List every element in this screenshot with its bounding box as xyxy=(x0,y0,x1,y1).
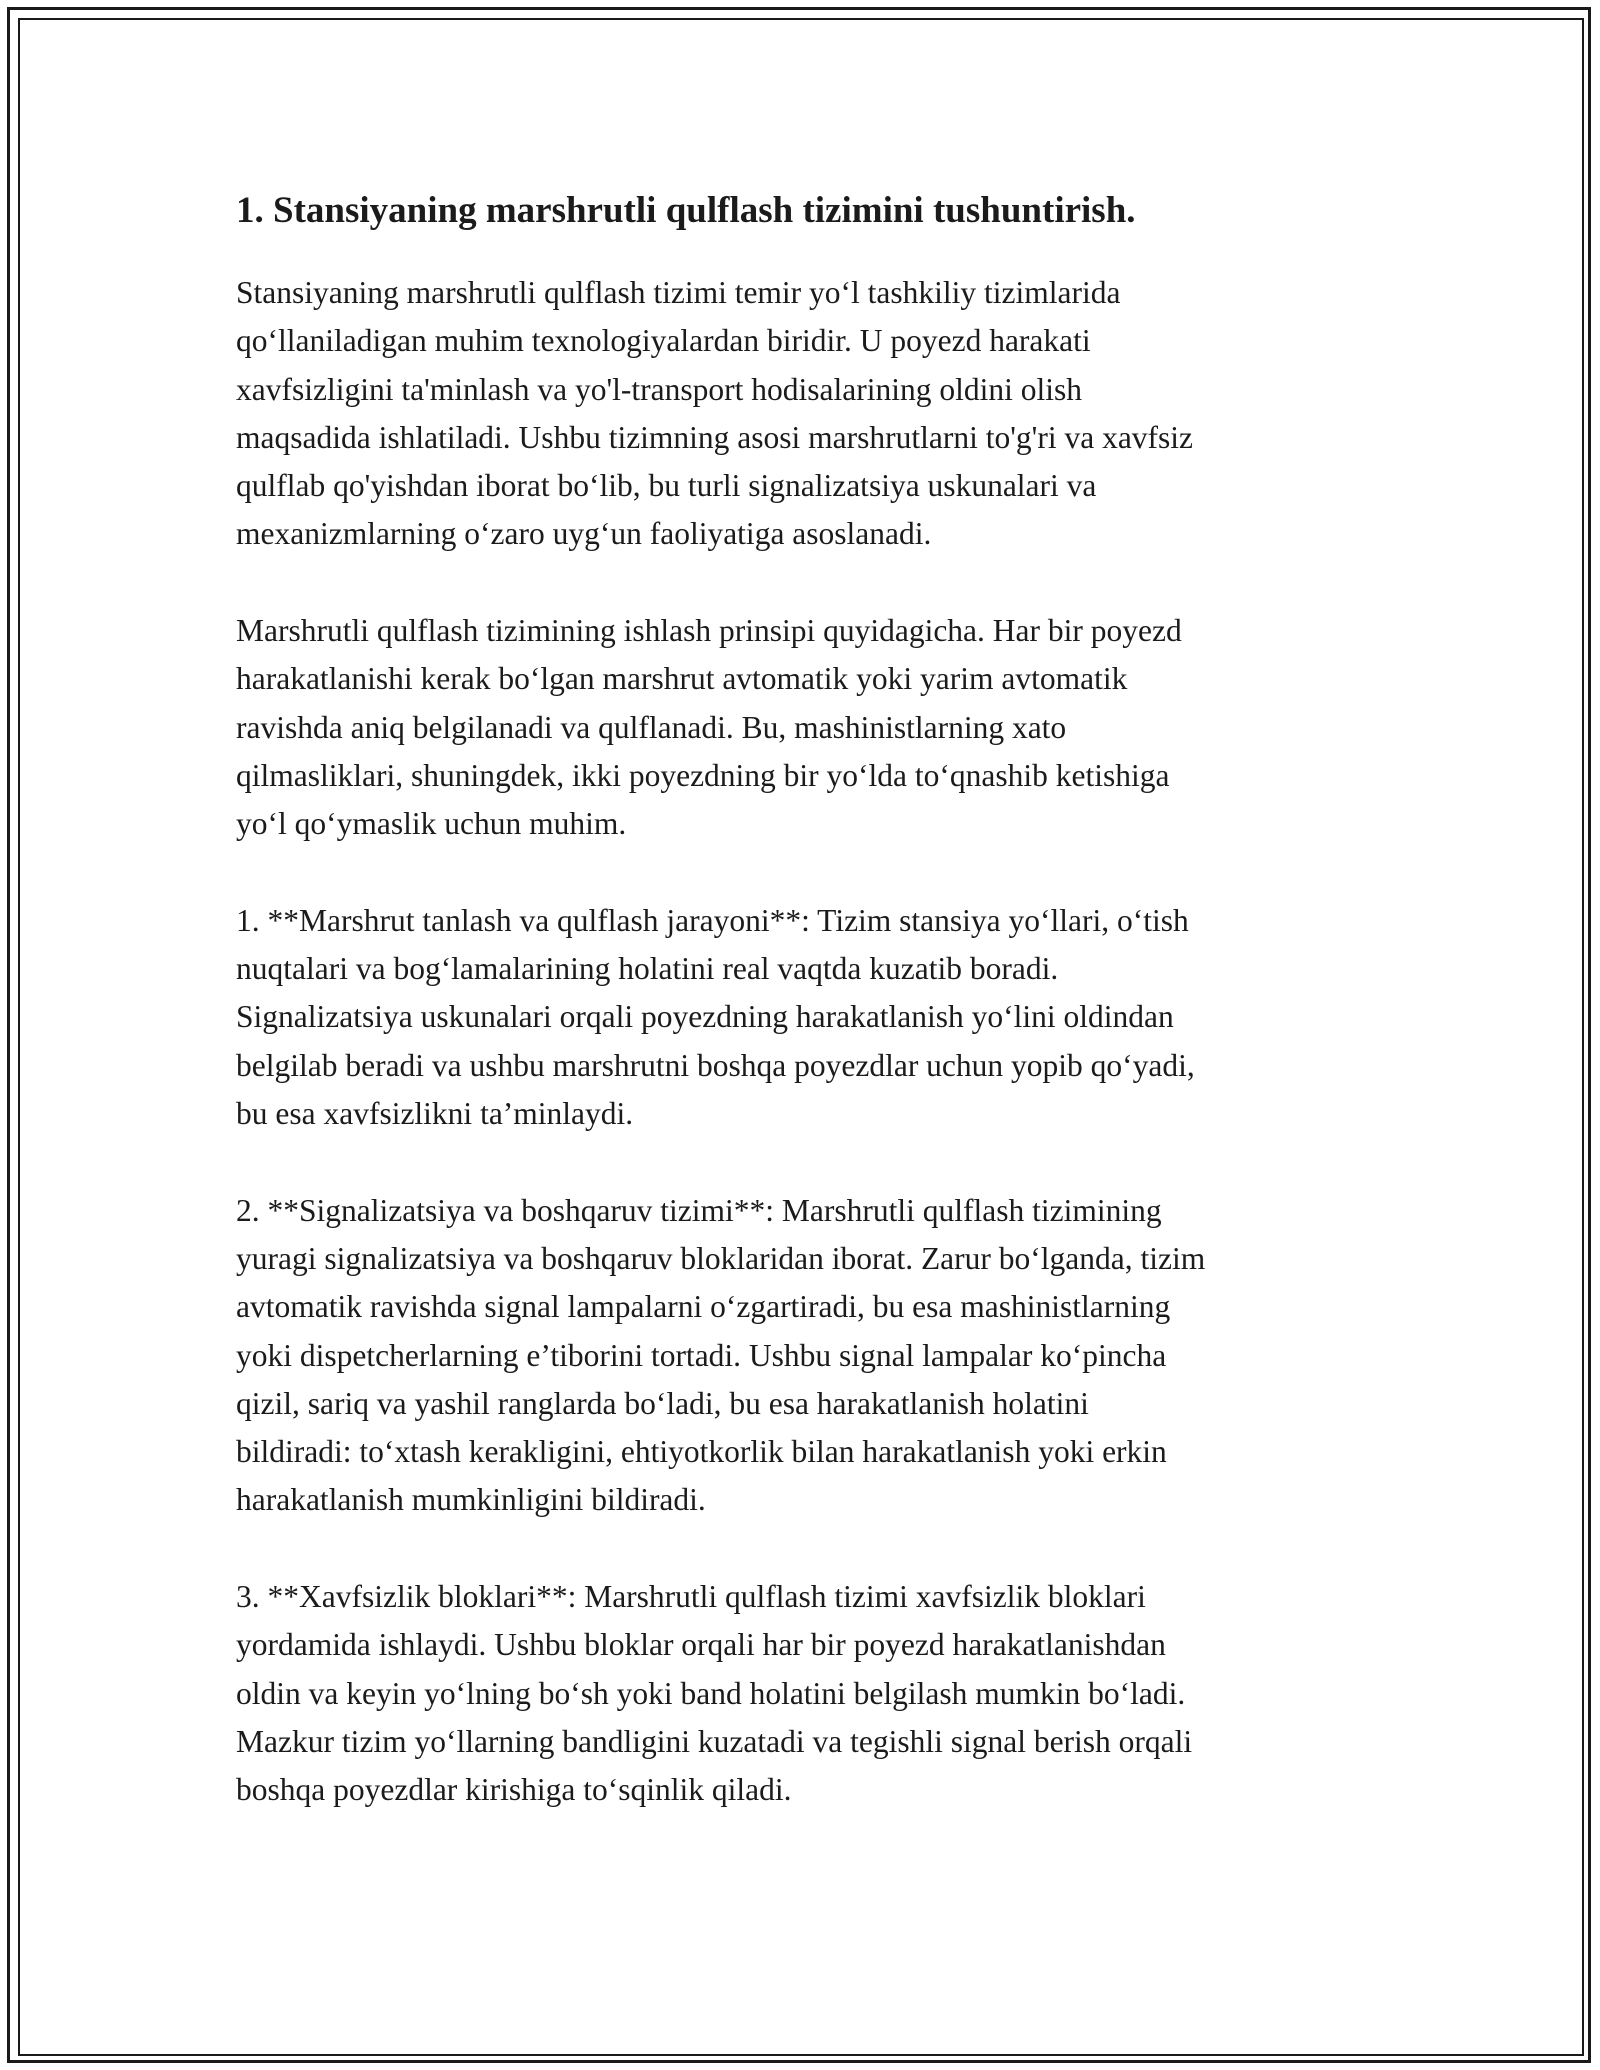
text-line: oldin va keyin yo‘lning bo‘sh yoki band holatini belgilash mumkin bo‘ladi. xyxy=(236,1675,1186,1711)
text-line: mexanizmlarning o‘zaro uyg‘un faoliyatiga asoslanadi. xyxy=(236,516,932,552)
text-line: xavfsizligini ta'minlash va yo'l-transport hodisalarining oldini olish xyxy=(236,371,1082,407)
text-line: Marshrutli qulflash tizimining ishlash prinsipi quyidagicha. Har bir poyezd xyxy=(236,613,1182,649)
text-line: harakatlanish mumkinligini bildiradi. xyxy=(236,1482,706,1518)
text-line: 3. **Xavfsizlik bloklari**: Marshrutli qulflash tizimi xavfsizlik bloklari xyxy=(236,1579,1146,1615)
text-line: bildiradi: to‘xtash kerakligini, ehtiyotkorlik bilan harakatlanish yoki erkin xyxy=(236,1434,1167,1470)
text-line: avtomatik ravishda signal lampalarni o‘zgartiradi, bu esa mashinistlarning xyxy=(236,1289,1171,1325)
text-line: boshqa poyezdlar kirishiga to‘sqinlik qiladi. xyxy=(236,1772,792,1808)
text-line: Mazkur tizim yo‘llarning bandligini kuzatadi va tegishli signal berish orqali xyxy=(236,1723,1193,1759)
text-line: qilmasliklari, shuningdek, ikki poyezdning bir yo‘lda to‘qnashib ketishiga xyxy=(236,757,1170,793)
text-line: harakatlanishi kerak bo‘lgan marshrut avtomatik yoki yarim avtomatik xyxy=(236,661,1128,697)
text-line: Signalizatsiya uskunalari orqali poyezdning harakatlanish yo‘lini oldindan xyxy=(236,999,1174,1035)
text-line: belgilab beradi va ushbu marshrutni boshqa poyezdlar uchun yopib qo‘yadi, xyxy=(236,1047,1195,1083)
paragraph-principle xyxy=(236,607,1376,848)
text-line: yuragi signalizatsiya va boshqaruv bloklaridan iborat. Zarur bo‘lganda, tizim xyxy=(236,1240,1206,1276)
text-line: qo‘llaniladigan muhim texnologiyalardan biridir. U poyezd harakati xyxy=(236,323,1091,359)
text-line: nuqtalari va bog‘lamalarining holatini real vaqtda kuzatib boradi. xyxy=(236,951,1059,987)
text-line: yoki dispetcherlarning e’tiborini tortadi. Ushbu signal lampalar ko‘pincha xyxy=(236,1337,1167,1373)
text-line: 2. **Signalizatsiya va boshqaruv tizimi**: Marshrutli qulflash tizimining xyxy=(236,1192,1162,1228)
paragraph-signaling xyxy=(236,1187,1376,1525)
text-line: bu esa xavfsizlikni ta’minlaydi. xyxy=(236,1096,634,1132)
paragraph-route-selection xyxy=(236,897,1376,1138)
text-line: Stansiyaning marshrutli qulflash tizimi temir yo‘l tashkiliy tizimlarida xyxy=(236,275,1121,310)
text-line: maqsadida ishlatiladi. Ushbu tizimning asosi marshrutlarni to'g'ri va xavfsiz xyxy=(236,419,1194,455)
text-line: yo‘l qo‘ymaslik uchun muhim. xyxy=(236,806,627,842)
text-line: qizil, sariq va yashil ranglarda bo‘ladi, bu esa harakatlanish holatini xyxy=(236,1385,1089,1421)
document-body xyxy=(236,185,1376,1863)
paragraph-safety-blocks xyxy=(236,1573,1376,1814)
paragraph-intro xyxy=(236,269,1376,559)
text-line: ravishda aniq belgilanadi va qulflanadi. Bu, mashinistlarning xato xyxy=(236,709,1067,745)
text-line: yordamida ishlaydi. Ushbu bloklar orqali har bir poyezd harakatlanishdan xyxy=(236,1627,1166,1663)
text-line: qulflab qo'yishdan iborat bo‘lib, bu turli signalizatsiya uskunalari va xyxy=(236,468,1097,504)
text-line: 1. **Marshrut tanlash va qulflash jarayoni**: Tizim stansiya yo‘llari, o‘tish xyxy=(236,902,1189,938)
document-heading: 1. Stansiyaning marshrutli qulflash tizimini tushuntirish. xyxy=(236,190,1136,231)
